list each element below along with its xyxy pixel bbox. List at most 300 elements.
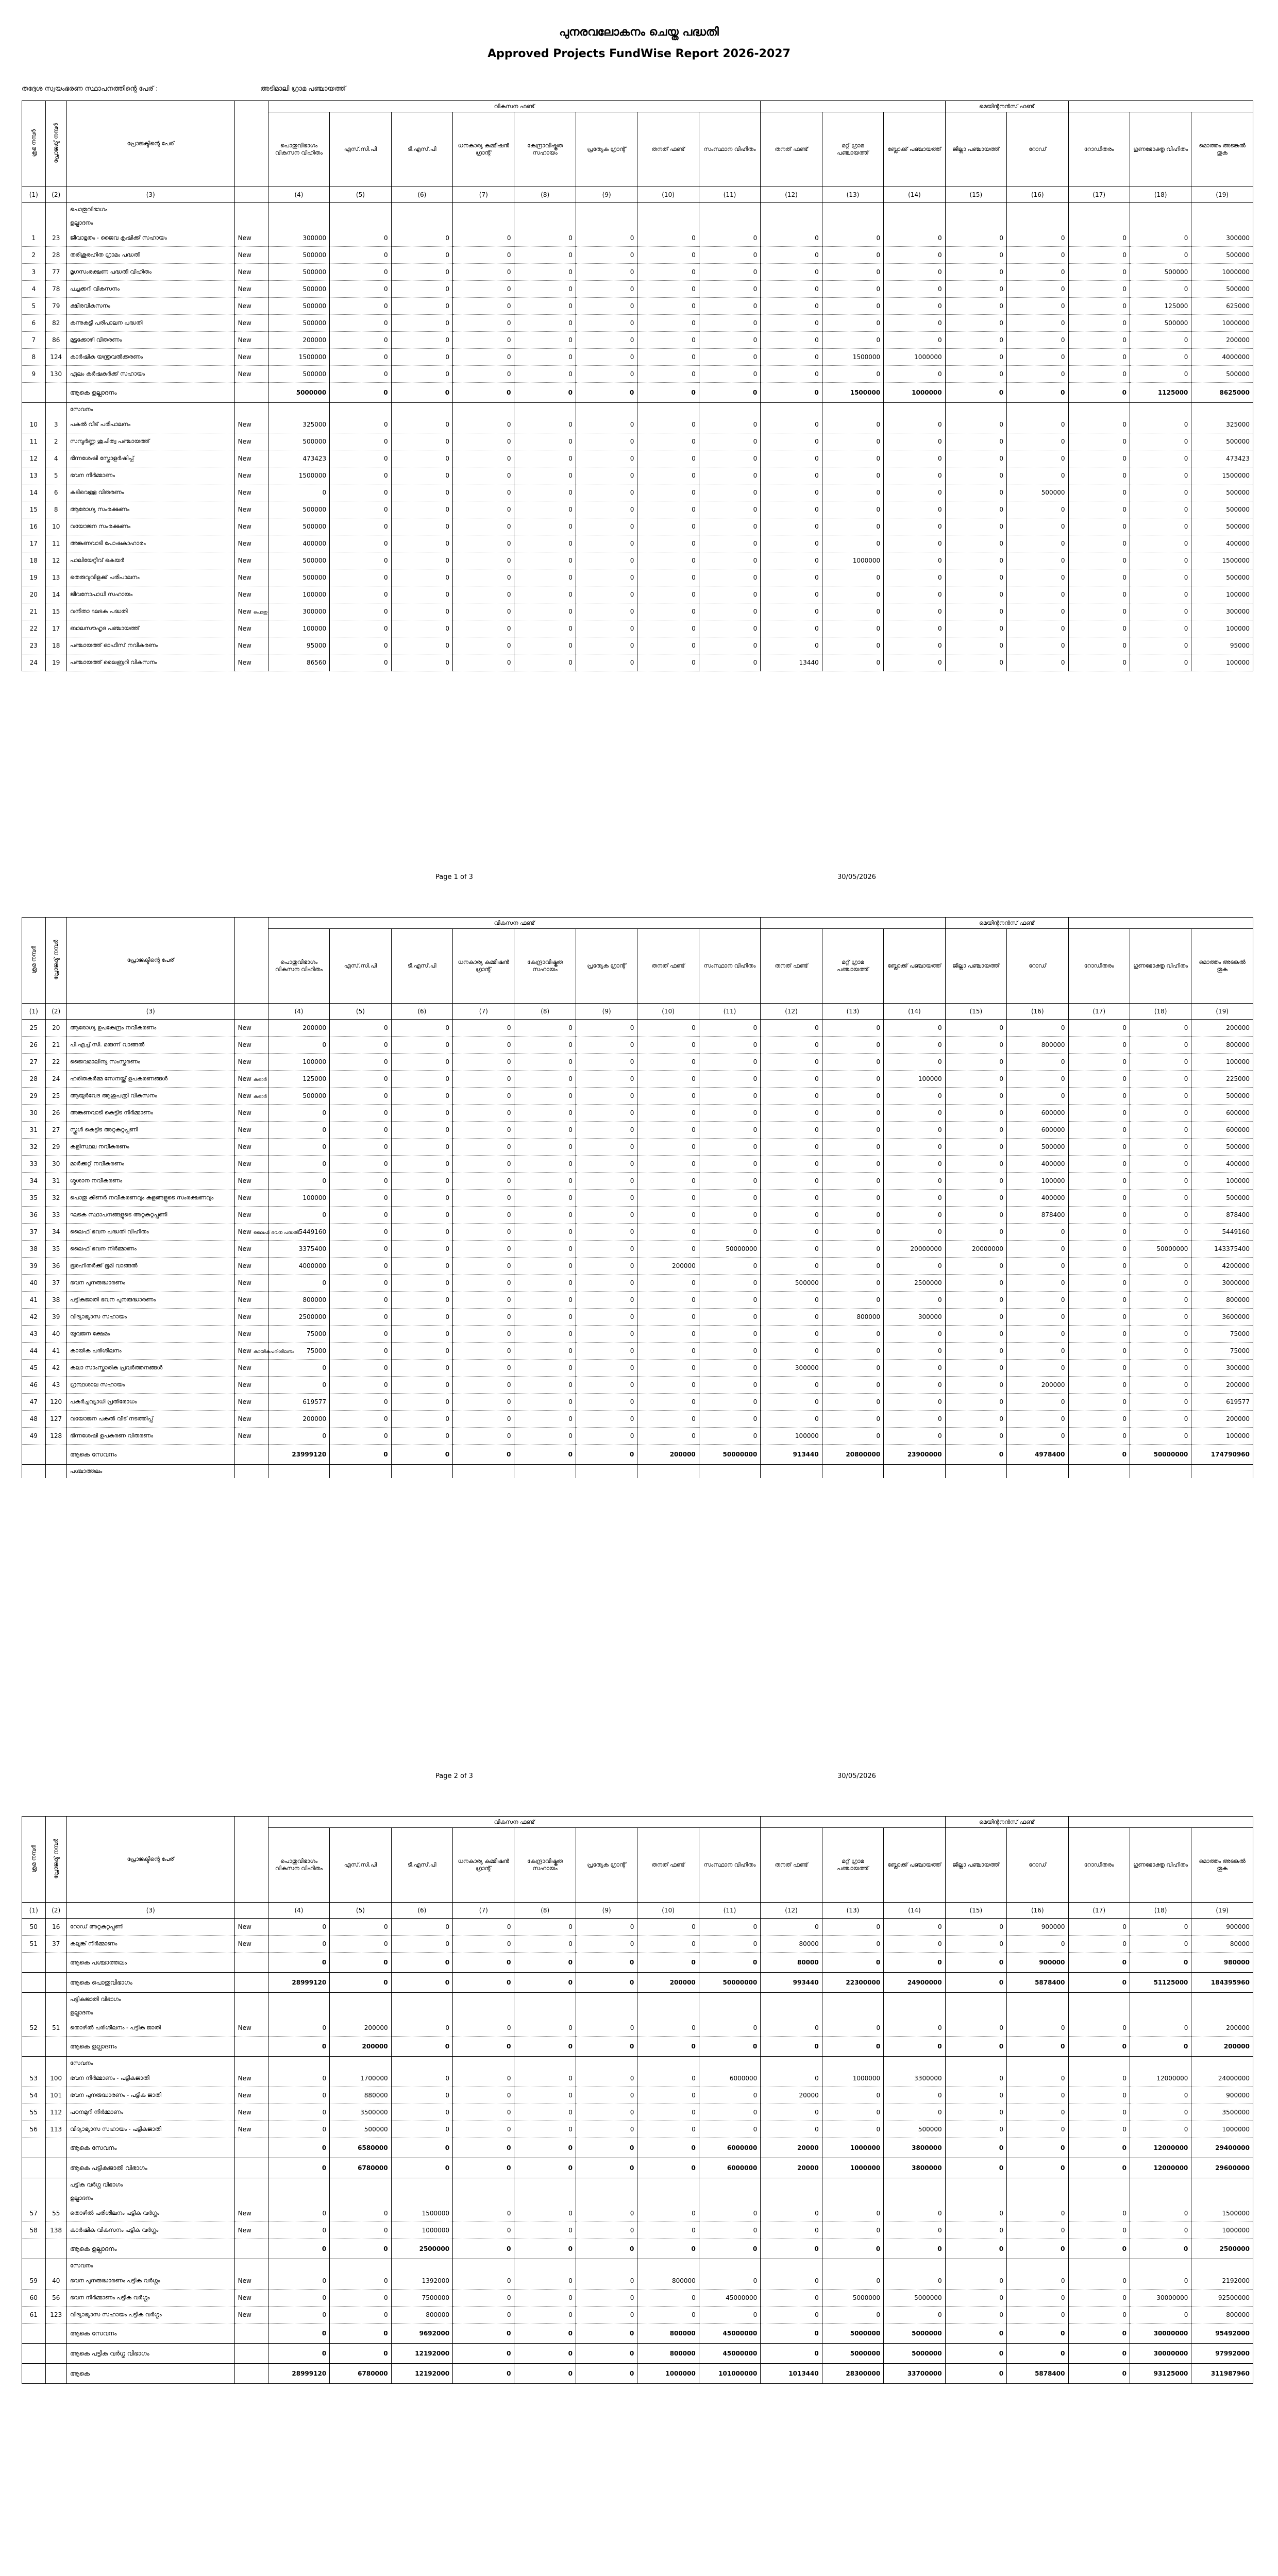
fund-value: 0 — [1068, 298, 1130, 315]
project-type-cell — [234, 1360, 268, 1377]
project-name: പഞ്ചായത്ത് ലൈബ്രറി വികസനം — [66, 654, 234, 671]
fund-value: 0 — [945, 501, 1006, 518]
fund-value: 0 — [330, 1292, 391, 1309]
fund-value: 0 — [822, 1105, 883, 1122]
fund-value: 0 — [699, 1377, 761, 1394]
fund-value: 0 — [637, 2290, 699, 2307]
fund-value: 0 — [514, 2205, 576, 2222]
fund-value: 0 — [637, 281, 699, 298]
fund-value: 100000 — [761, 1428, 822, 1445]
serial-number: 50 — [22, 1919, 46, 1936]
project-type-cell — [234, 1173, 268, 1190]
fund-value: 0 — [330, 467, 391, 484]
header-blank — [761, 1817, 945, 1828]
fund-value: 0 — [761, 620, 822, 637]
fund-value: 100000 — [1191, 586, 1253, 603]
fund-value: 0 — [453, 1139, 514, 1156]
serial-number: 61 — [22, 2307, 46, 2324]
section-label: പൊതുവിഭാഗം — [66, 203, 234, 217]
fund-value: 1500000 — [268, 349, 329, 366]
fund-value: 0 — [699, 603, 761, 620]
fund-value: 0 — [1130, 1088, 1191, 1105]
fund-value: 0 — [330, 2290, 391, 2307]
column-number: (11) — [699, 1903, 761, 1919]
fund-value: 0 — [1130, 1071, 1191, 1088]
fund-value: 0 — [1130, 1326, 1191, 1343]
project-name: ഭൂരഹിതർക്ക് ഭൂമി വാങ്ങൽ — [66, 1258, 234, 1275]
serial-number: 25 — [22, 1020, 46, 1037]
fund-value: 0 — [514, 315, 576, 332]
total-value: 0 — [453, 2138, 514, 2158]
section-row — [22, 2192, 1253, 2205]
fund-value: 0 — [391, 1377, 452, 1394]
fund-value: 0 — [576, 467, 637, 484]
fund-value: 0 — [576, 416, 637, 433]
fund-value: 0 — [1068, 1936, 1130, 1953]
fund-value: 0 — [884, 264, 945, 281]
fund-value: 5000000 — [884, 2290, 945, 2307]
project-row — [22, 1071, 1253, 1088]
project-type-cell — [234, 1377, 268, 1394]
total-value: 0 — [268, 2344, 329, 2364]
fund-value: 0 — [1068, 349, 1130, 366]
fund-value: 3300000 — [884, 2070, 945, 2087]
column-header: മറ്റ് ഗ്രാമ പഞ്ചായത്ത് — [822, 112, 883, 187]
fund-value: 0 — [822, 298, 883, 315]
fund-value: 3500000 — [1191, 2104, 1253, 2121]
project-type: New — [238, 1092, 251, 1099]
fund-value: 143375400 — [1191, 1241, 1253, 1258]
fund-value: 0 — [514, 1190, 576, 1207]
fund-value: 400000 — [268, 535, 329, 552]
fund-value: 0 — [1007, 518, 1068, 535]
fund-value: 0 — [699, 654, 761, 671]
total-value: 0 — [514, 2344, 576, 2364]
total-value: 1000000 — [822, 2158, 883, 2178]
column-header: റോഡ് — [1007, 112, 1068, 187]
fund-value: 0 — [945, 1173, 1006, 1190]
fund-value: 20000000 — [884, 1241, 945, 1258]
fund-value: 0 — [453, 1394, 514, 1411]
serial-number: 31 — [22, 1122, 46, 1139]
total-label: ആകെ പട്ടിക വർഗ്ഗ വിഭാഗം — [66, 2344, 234, 2364]
project-type-cell — [234, 1037, 268, 1054]
project-name: പട്ടികജാതി ഭവന പുനരുദ്ധാരണം — [66, 1292, 234, 1309]
total-value: 0 — [391, 1953, 452, 1973]
fund-value: 0 — [391, 2020, 452, 2037]
fund-value: 0 — [884, 247, 945, 264]
project-type-cell — [234, 1190, 268, 1207]
total-value: 29600000 — [1191, 2158, 1253, 2178]
project-row — [22, 298, 1253, 315]
fund-value: 0 — [1068, 2104, 1130, 2121]
fund-value: 0 — [699, 518, 761, 535]
fund-value: 0 — [761, 366, 822, 383]
fund-value: 0 — [822, 2121, 883, 2138]
fund-value: 0 — [576, 2070, 637, 2087]
project-number: 43 — [45, 1377, 66, 1394]
fund-value: 0 — [514, 1173, 576, 1190]
fund-value: 0 — [576, 1936, 637, 1953]
project-type: New — [238, 540, 251, 547]
fund-value: 0 — [453, 281, 514, 298]
column-header: ഗുണഭോക്തൃ വിഹിതം — [1130, 929, 1191, 1004]
serial-number: 6 — [22, 315, 46, 332]
fund-value: 0 — [1068, 1037, 1130, 1054]
project-name: വിദ്യാഭ്യാസ സഹായം പട്ടിക വർഗ്ഗം — [66, 2307, 234, 2324]
fund-value: 0 — [576, 2121, 637, 2138]
serial-number: 37 — [22, 1224, 46, 1241]
serial-number: 1 — [22, 230, 46, 247]
column-header: ജില്ലാ പഞ്ചായത്ത് — [945, 112, 1006, 187]
fund-value: 0 — [576, 1088, 637, 1105]
fund-value: 0 — [268, 1936, 329, 1953]
fund-value: 0 — [1130, 2205, 1191, 2222]
fund-value: 0 — [637, 2087, 699, 2104]
total-value: 2500000 — [391, 2239, 452, 2259]
fund-value: 0 — [576, 620, 637, 637]
fund-value: 0 — [453, 416, 514, 433]
fund-value: 0 — [637, 1054, 699, 1071]
fund-value: 0 — [514, 1309, 576, 1326]
fund-value: 0 — [822, 281, 883, 298]
fund-value: 0 — [761, 1020, 822, 1037]
project-row — [22, 1919, 1253, 1936]
project-row — [22, 1122, 1253, 1139]
serial-number: 48 — [22, 1411, 46, 1428]
serial-number: 17 — [22, 535, 46, 552]
total-value: 0 — [514, 2364, 576, 2384]
total-value: 0 — [1068, 2037, 1130, 2057]
fund-value: 0 — [822, 230, 883, 247]
fund-value: 0 — [453, 1037, 514, 1054]
fund-value: 0 — [945, 2307, 1006, 2324]
fund-value: 0 — [822, 1037, 883, 1054]
fund-value: 0 — [1130, 1190, 1191, 1207]
section-row — [22, 203, 1253, 217]
total-value: 6000000 — [699, 2138, 761, 2158]
fund-value: 0 — [884, 552, 945, 569]
fund-value: 0 — [330, 1088, 391, 1105]
total-value: 800000 — [637, 2324, 699, 2344]
fund-value: 0 — [514, 586, 576, 603]
fund-value: 0 — [1068, 247, 1130, 264]
project-name: പച്ചക്കറി വികസനം — [66, 281, 234, 298]
fund-value: 0 — [391, 1394, 452, 1411]
fund-value: 0 — [1007, 552, 1068, 569]
fund-value: 0 — [268, 2222, 329, 2239]
serial-number: 55 — [22, 2104, 46, 2121]
fund-value: 0 — [884, 467, 945, 484]
fund-value: 80000 — [1191, 1936, 1253, 1953]
fund-value: 0 — [884, 484, 945, 501]
fund-value: 0 — [945, 298, 1006, 315]
fund-value: 0 — [1130, 2222, 1191, 2239]
total-value: 0 — [391, 2037, 452, 2057]
fund-value: 0 — [514, 450, 576, 467]
project-number: 82 — [45, 315, 66, 332]
fund-value: 0 — [884, 654, 945, 671]
project-type-cell — [234, 230, 268, 247]
fund-value: 0 — [1068, 1241, 1130, 1258]
fund-value: 0 — [268, 2121, 329, 2138]
header-blank — [761, 101, 945, 112]
project-number: 123 — [45, 2307, 66, 2324]
fund-value: 0 — [453, 450, 514, 467]
total-value: 0 — [822, 2239, 883, 2259]
column-header: റോഡ് — [1007, 929, 1068, 1004]
fund-value: 0 — [576, 1309, 637, 1326]
fund-value: 800000 — [1191, 1292, 1253, 1309]
fund-value: 0 — [945, 1088, 1006, 1105]
section-row — [22, 2178, 1253, 2192]
column-header: ധനകാര്യ കമ്മീഷൻ ഗ്രാന്റ് — [453, 112, 514, 187]
total-value: 0 — [822, 2037, 883, 2057]
fund-value: 300000 — [1191, 1360, 1253, 1377]
fund-value: 0 — [1130, 501, 1191, 518]
project-row — [22, 332, 1253, 349]
fund-value: 0 — [761, 1309, 822, 1326]
fund-value: 0 — [822, 1071, 883, 1088]
fund-value: 45000000 — [699, 2290, 761, 2307]
fund-value: 878400 — [1007, 1207, 1068, 1224]
total-value: 0 — [268, 2324, 329, 2344]
fund-value: 0 — [514, 1139, 576, 1156]
fund-value: 0 — [884, 1054, 945, 1071]
project-type: New — [238, 1041, 251, 1048]
fund-value: 400000 — [1007, 1156, 1068, 1173]
project-type-cell — [234, 2307, 268, 2324]
fund-value: 0 — [514, 2121, 576, 2138]
column-number: (13) — [822, 1004, 883, 1020]
project-name: കാർഷിക യന്ത്രവൽക്കരണം — [66, 349, 234, 366]
fund-value: 0 — [453, 315, 514, 332]
fund-value: 0 — [945, 2020, 1006, 2037]
column-number: (12) — [761, 187, 822, 203]
project-type: New — [238, 1075, 251, 1082]
total-value: 0 — [637, 2239, 699, 2259]
fund-value: 0 — [330, 281, 391, 298]
column-number: (14) — [884, 1004, 945, 1020]
fund-value: 0 — [576, 501, 637, 518]
fund-value: 0 — [699, 1919, 761, 1936]
project-type-cell — [234, 450, 268, 467]
project-name: ഭവന നിർമ്മാണം — [66, 467, 234, 484]
fund-value: 0 — [637, 2104, 699, 2121]
project-type: New — [238, 1126, 251, 1133]
fund-value: 0 — [945, 2104, 1006, 2121]
project-name: റോഡ് അറ്റകുറ്റപ്പണി — [66, 1919, 234, 1936]
serial-number: 43 — [22, 1326, 46, 1343]
fund-table-page-1 — [22, 100, 1253, 671]
fund-value: 0 — [699, 1190, 761, 1207]
fund-value: 0 — [1068, 2020, 1130, 2037]
column-number: (7) — [453, 1004, 514, 1020]
section-row — [22, 403, 1253, 417]
fund-value: 0 — [761, 586, 822, 603]
fund-value: 0 — [637, 620, 699, 637]
total-label: ആകെ സേവനം — [66, 2138, 234, 2158]
project-row — [22, 1241, 1253, 1258]
project-row — [22, 2121, 1253, 2138]
fund-value: 0 — [1068, 2222, 1130, 2239]
fund-value: 0 — [391, 1275, 452, 1292]
header-sl-label: ക്രമ നമ്പർ — [30, 945, 37, 974]
fund-value: 500000 — [1191, 569, 1253, 586]
total-value: 50000000 — [699, 1445, 761, 1465]
project-name: പാലിയേറ്റീവ് കെയർ — [66, 552, 234, 569]
fund-value: 0 — [699, 416, 761, 433]
total-label: ആകെ സേവനം — [66, 2324, 234, 2344]
fund-value: 0 — [453, 620, 514, 637]
project-type-cell — [234, 1394, 268, 1411]
fund-value: 0 — [822, 1275, 883, 1292]
section-label: സേവനം — [66, 2057, 234, 2071]
fund-value: 0 — [884, 1105, 945, 1122]
fund-value: 0 — [391, 552, 452, 569]
fund-value: 0 — [637, 2205, 699, 2222]
project-name: സമ്പൂർണ്ണ ശുചിത്വ പഞ്ചായത്ത് — [66, 433, 234, 450]
project-number: 20 — [45, 1020, 66, 1037]
fund-value: 0 — [453, 1105, 514, 1122]
fund-value: 0 — [1007, 2087, 1068, 2104]
fund-value: 0 — [576, 552, 637, 569]
project-name: കാർഷിക വികസനം പട്ടിക വർഗ്ഗം — [66, 2222, 234, 2239]
fund-value: 0 — [1007, 2307, 1068, 2324]
fund-value: 500000 — [761, 1275, 822, 1292]
fund-value: 0 — [1007, 603, 1068, 620]
fund-value: 0 — [884, 1190, 945, 1207]
project-number: 30 — [45, 1156, 66, 1173]
serial-number: 60 — [22, 2290, 46, 2307]
fund-value: 0 — [761, 1411, 822, 1428]
project-row — [22, 1394, 1253, 1411]
total-row — [22, 2158, 1253, 2178]
serial-number: 40 — [22, 1275, 46, 1292]
fund-value: 0 — [761, 1139, 822, 1156]
fund-value: 0 — [453, 2222, 514, 2239]
total-value: 45000000 — [699, 2344, 761, 2364]
fund-value: 0 — [1130, 416, 1191, 433]
total-value: 12192000 — [391, 2364, 452, 2384]
fund-value: 0 — [391, 1105, 452, 1122]
project-row — [22, 1037, 1253, 1054]
fund-value: 4000000 — [1191, 349, 1253, 366]
total-value: 80000 — [761, 1953, 822, 1973]
fund-value: 0 — [330, 230, 391, 247]
total-value: 0 — [884, 1953, 945, 1973]
fund-value: 0 — [330, 332, 391, 349]
fund-value: 0 — [822, 2104, 883, 2121]
header-sl — [22, 1817, 46, 1903]
fund-value: 92500000 — [1191, 2290, 1253, 2307]
fund-value: 0 — [453, 1173, 514, 1190]
fund-value: 1000000 — [1191, 264, 1253, 281]
fund-value: 0 — [637, 298, 699, 315]
report-title-en: Approved Projects FundWise Report 2026-2027 — [487, 47, 791, 60]
fund-value: 0 — [514, 467, 576, 484]
fund-value: 0 — [330, 1343, 391, 1360]
project-type-cell — [234, 366, 268, 383]
total-value: 0 — [330, 383, 391, 403]
fund-value: 0 — [761, 1207, 822, 1224]
total-value: 0 — [453, 2324, 514, 2344]
total-value: 200000 — [637, 1973, 699, 1993]
fund-value: 0 — [576, 1054, 637, 1071]
column-number: (9) — [576, 187, 637, 203]
total-value: 184395960 — [1191, 1973, 1253, 1993]
total-value: 6000000 — [699, 2158, 761, 2178]
total-value: 980000 — [1191, 1953, 1253, 1973]
project-type: New — [238, 1381, 251, 1388]
fund-value: 0 — [761, 603, 822, 620]
fund-value: 0 — [1007, 586, 1068, 603]
fund-value: 0 — [514, 1326, 576, 1343]
project-row — [22, 450, 1253, 467]
fund-value: 0 — [330, 298, 391, 315]
fund-value: 0 — [945, 535, 1006, 552]
total-value: 0 — [576, 2138, 637, 2158]
fund-value: 0 — [1007, 637, 1068, 654]
total-value: 0 — [453, 2364, 514, 2384]
fund-value: 0 — [268, 1173, 329, 1190]
fund-value: 0 — [1068, 366, 1130, 383]
column-header: ജില്ലാ പഞ്ചായത്ത് — [945, 1828, 1006, 1903]
fund-value: 0 — [822, 1360, 883, 1377]
total-value: 0 — [1130, 2239, 1191, 2259]
org-name: അടിമാലി ഗ്രാമ പഞ്ചായത്ത് — [260, 85, 346, 93]
fund-value: 0 — [761, 2205, 822, 2222]
fund-value: 0 — [699, 2087, 761, 2104]
fund-value: 1392000 — [391, 2273, 452, 2290]
total-value: 993440 — [761, 1973, 822, 1993]
column-header: തനത് ഫണ്ട് — [637, 929, 699, 1004]
fund-value: 0 — [822, 637, 883, 654]
total-value: 0 — [330, 1445, 391, 1465]
column-number: (10) — [637, 1004, 699, 1020]
fund-value: 0 — [514, 1020, 576, 1037]
project-row — [22, 1258, 1253, 1275]
fund-value: 0 — [1068, 1258, 1130, 1275]
project-type: New — [238, 659, 251, 666]
fund-value: 0 — [514, 2104, 576, 2121]
fund-value: 0 — [945, 1071, 1006, 1088]
project-type-cell — [234, 2070, 268, 2087]
project-type: New — [238, 1347, 251, 1354]
column-header: പൊതുവിഭാഗം വികസന വിഹിതം — [268, 929, 329, 1004]
fund-value: 0 — [391, 1190, 452, 1207]
fund-value: 200000 — [1191, 2020, 1253, 2037]
fund-value: 0 — [391, 264, 452, 281]
project-type-cell — [234, 349, 268, 366]
section-label: ഉല്പാദനം — [66, 2192, 234, 2205]
fund-value: 500000 — [1191, 1139, 1253, 1156]
fund-value: 0 — [1130, 2020, 1191, 2037]
fund-value: 0 — [945, 2222, 1006, 2239]
project-number: 28 — [45, 247, 66, 264]
total-value: 0 — [514, 2158, 576, 2178]
fund-value: 0 — [1068, 2205, 1130, 2222]
serial-number: 27 — [22, 1054, 46, 1071]
total-value: 1000000 — [884, 383, 945, 403]
fund-value: 0 — [884, 1411, 945, 1428]
project-name: ഭവന പുനരുദ്ധാരണം പട്ടിക വർഗ്ഗം — [66, 2273, 234, 2290]
project-type-cell — [234, 298, 268, 315]
fund-value: 0 — [699, 1054, 761, 1071]
fund-value: 0 — [391, 1326, 452, 1343]
fund-value: 0 — [514, 1207, 576, 1224]
project-row — [22, 2222, 1253, 2239]
